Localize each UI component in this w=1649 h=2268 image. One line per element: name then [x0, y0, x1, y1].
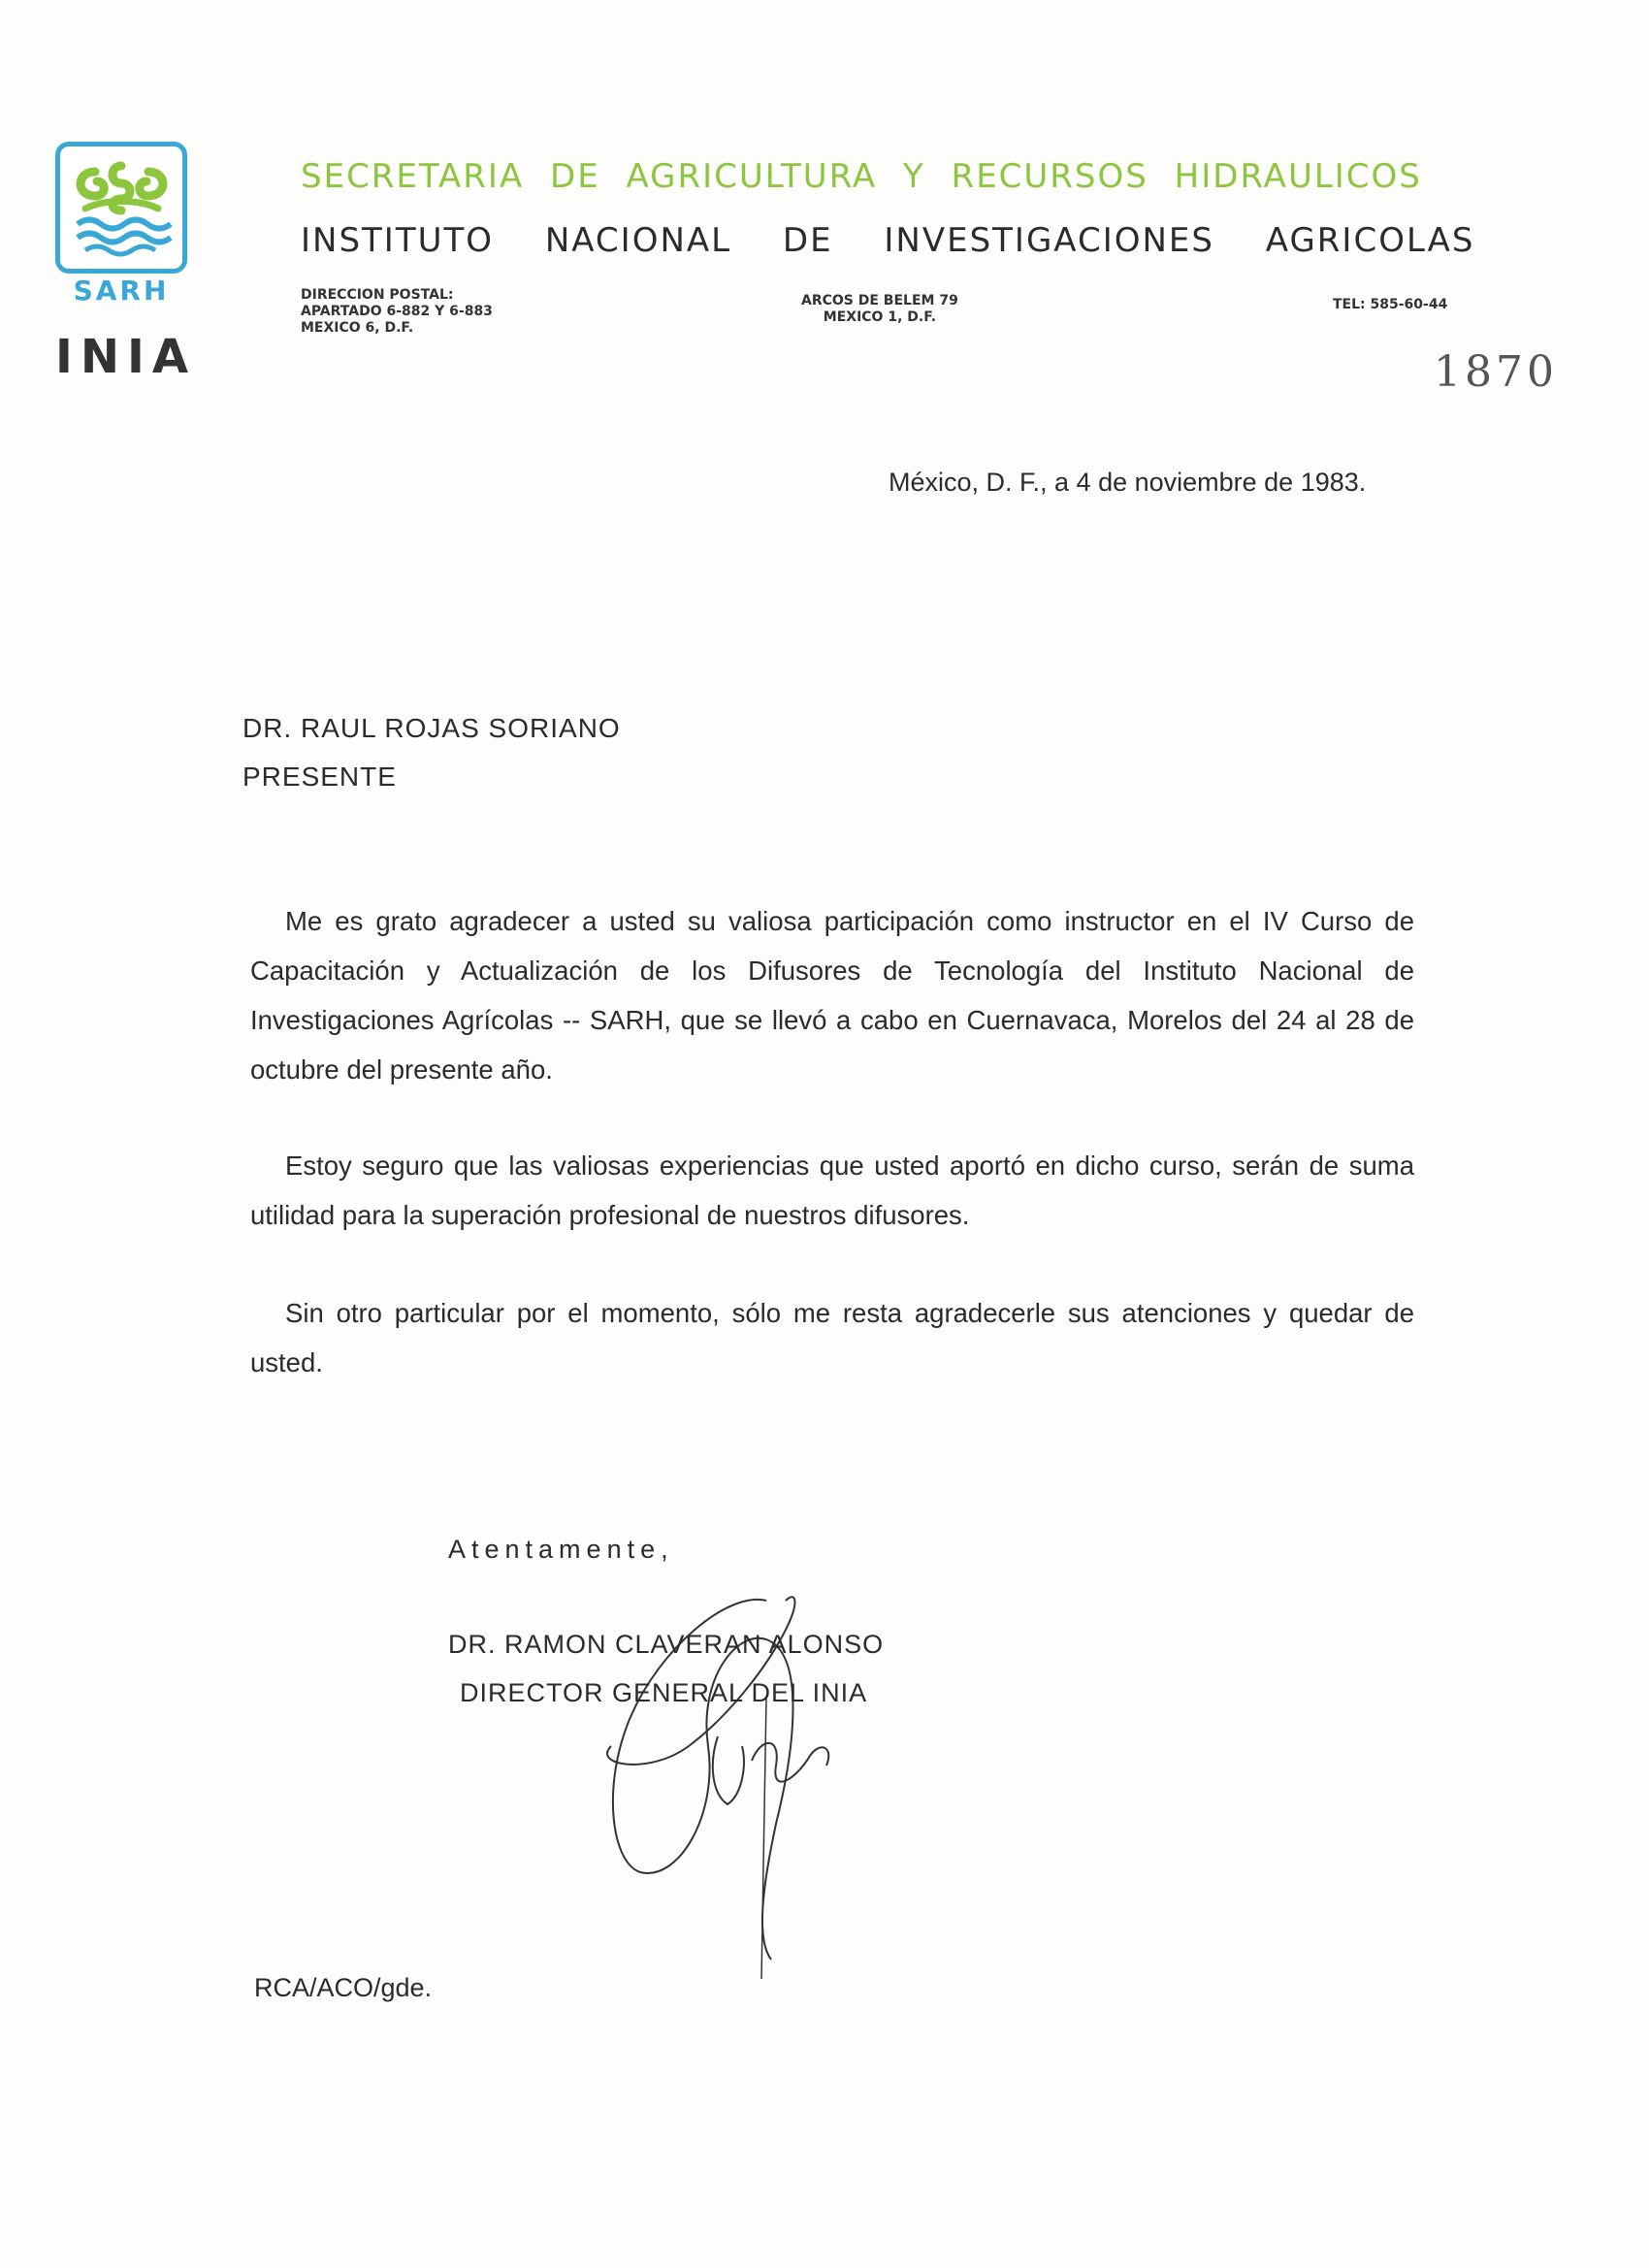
secretaria-heading: SECRETARIA DE AGRICULTURA Y RECURSOS HIDRAULICOS: [301, 157, 1422, 196]
logo-inia-label: INIA: [55, 330, 197, 384]
logo-sarh-label: SARH: [73, 275, 170, 307]
postal-address: [301, 287, 493, 337]
sarh-emblem-icon: [66, 152, 178, 264]
body-paragraph: Estoy seguro que las valiosas experiencias que usted aportó en dicho curso, serán de suma utilidad para la superación profesional de nuestros difusores.: [250, 1150, 1414, 1230]
recipient-name: DR. RAUL ROJAS SORIANO: [242, 713, 621, 743]
body-paragraph: Sin otro particular por el momento, sólo me resta agradecerle sus atenciones y quedar de usted.: [250, 1298, 1414, 1377]
telephone: TEL: 585-60-44: [1333, 297, 1448, 312]
postal-address-line: APARTADO 6-882 Y 6-883: [301, 304, 493, 319]
instituto-heading: INSTITUTO NACIONAL DE INVESTIGACIONES AGRICOLAS: [301, 221, 1475, 260]
body-paragraph: Me es grato agradecer a usted su valiosa participación como instructor en el IV Curso de Capacitación y Actualización de los Difusores de Tecnología del Instituto Nacional de Investigaciones Agrícolas -- SARH, que se llevó a cabo en Cuernavaca, Morelos del 24 al 28 de octubre del presente año.: [250, 906, 1414, 1085]
recipient-presente: PRESENTE: [242, 761, 397, 792]
street-address-line: MEXICO 1, D.F.: [823, 309, 937, 325]
signer-name: DR. RAMON CLAVERAN ALONSO: [448, 1630, 885, 1659]
sarh-logo: [55, 142, 187, 274]
reference-initials: RCA/ACO/gde.: [254, 1973, 433, 2002]
postal-address-line: MEXICO 6, D.F.: [301, 320, 414, 336]
signer-title: DIRECTOR GENERAL DEL INIA: [460, 1678, 868, 1707]
postal-address-line: DIRECCION POSTAL:: [301, 287, 454, 303]
letter-date: México, D. F., a 4 de noviembre de 1983.: [889, 468, 1367, 497]
stamp-number: 1870: [1434, 347, 1558, 397]
street-address-line: ARCOS DE BELEM 79: [801, 293, 958, 308]
closing: Atentamente,: [448, 1535, 674, 1564]
street-address: [801, 293, 958, 326]
recipient-block: [242, 704, 621, 801]
